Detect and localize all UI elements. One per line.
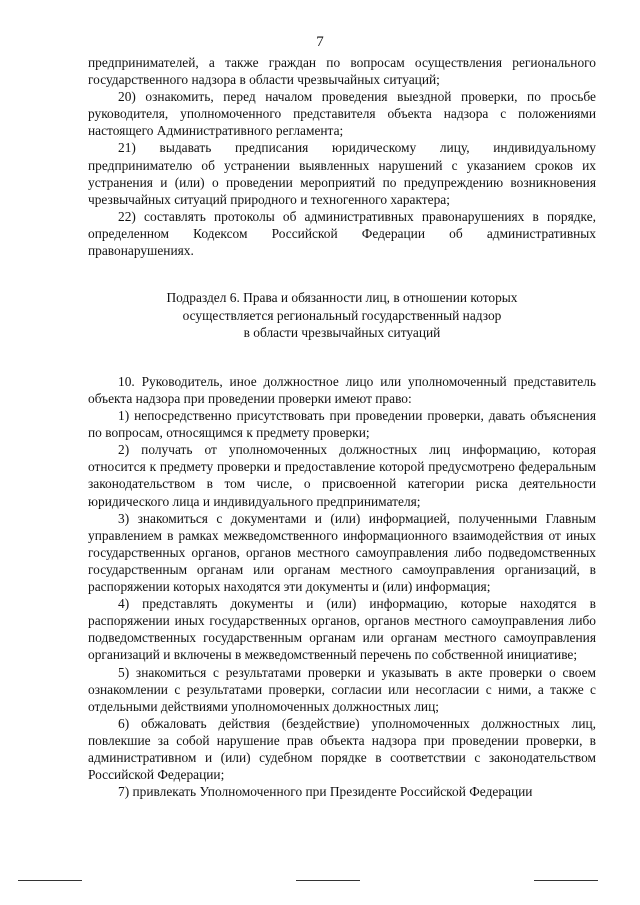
- subsection-title-line-1: Подраздел 6. Права и обязанности лиц, в отношении которых: [166, 290, 518, 306]
- footer-rule-right: [534, 880, 598, 881]
- paragraph-continuation: предпринимателей, а также граждан по вопросам осуществления регионального государственного надзора в области чрезвычайных ситуаций;: [88, 55, 596, 88]
- page-number: 7: [316, 34, 324, 50]
- subsection-title-line-3: в области чрезвычайных ситуаций: [243, 325, 441, 341]
- paragraph-right-5: 5) знакомиться с результатами проверки и указывать в акте проверки о своем ознакомлении с результатами проверки, согласии или несогласии с ними, а также с отдельными действиями уполномоченных должностных лиц;: [88, 664, 596, 714]
- footer-rule-left: [18, 880, 82, 881]
- footer-rule-center: [296, 880, 360, 881]
- paragraph-right-7: 7) привлекать Уполномоченного при Президенте Российской Федерации: [118, 784, 533, 800]
- paragraph-item-21: 21) выдавать предписания юридическому лицу, индивидуальному предпринимателю об устранении выявленных нарушений с указанием сроков их устранения и (или) о проведении мероприятий по предупреждению возникновения чрезвычайных ситуаций природного и техногенного характера;: [88, 140, 596, 207]
- paragraph-right-3: 3) знакомиться с документами и (или) информацией, полученными Главным управлением в рамках межведомственного информационного взаимодействия от иных государственных органов, органов местного самоуправления либо подведомственных государственным органам или органам местного самоуправления организаций, в распоряжении которых находятся эти документы и (или) информация;: [88, 510, 596, 595]
- paragraph-right-2: 2) получать от уполномоченных должностных лиц информацию, которая относится к предмету проверки и предоставление которой предусмотрено федеральным законодательством в том числе, о присвоенной категории риска деятельности юридического лица и индивидуального предпринимателя;: [88, 442, 596, 509]
- paragraph-right-1: 1) непосредственно присутствовать при проведении проверки, давать объяснения по вопросам, относящимся к предмету проверки;: [88, 408, 596, 441]
- paragraph-item-20: 20) ознакомить, перед началом проведения выездной проверки, по просьбе руководителя, уполномоченного представителя объекта надзора с положениями настоящего Административного регламента;: [88, 89, 596, 139]
- paragraph-right-4: 4) представлять документы и (или) информацию, которые находятся в распоряжении иных государственных органов, органов местного самоуправления либо подведомственных государственным органам или органам местного самоуправления организаций и включены в межведомственный перечень по собственной инициативе;: [88, 596, 596, 663]
- paragraph-item-22: 22) составлять протоколы об административных правонарушениях в порядке, определенном Кодексом Российской Федерации об административных правонарушениях.: [88, 208, 596, 259]
- paragraph-right-6: 6) обжаловать действия (бездействие) уполномоченных должностных лиц, повлекшие за собой нарушение прав объекта надзора при проведении проверки, в административном и (или) судебном порядке в соответствии с законодательством Российской Федерации;: [88, 715, 596, 783]
- subsection-title: [88, 289, 596, 342]
- document-body: [88, 54, 596, 800]
- subsection-title-line-2: осуществляется региональный государственный надзор: [182, 307, 502, 323]
- paragraph-clause-10: 10. Руководитель, иное должностное лицо или уполномоченный представитель объекта надзора при проведении проверки имеют право:: [88, 373, 596, 406]
